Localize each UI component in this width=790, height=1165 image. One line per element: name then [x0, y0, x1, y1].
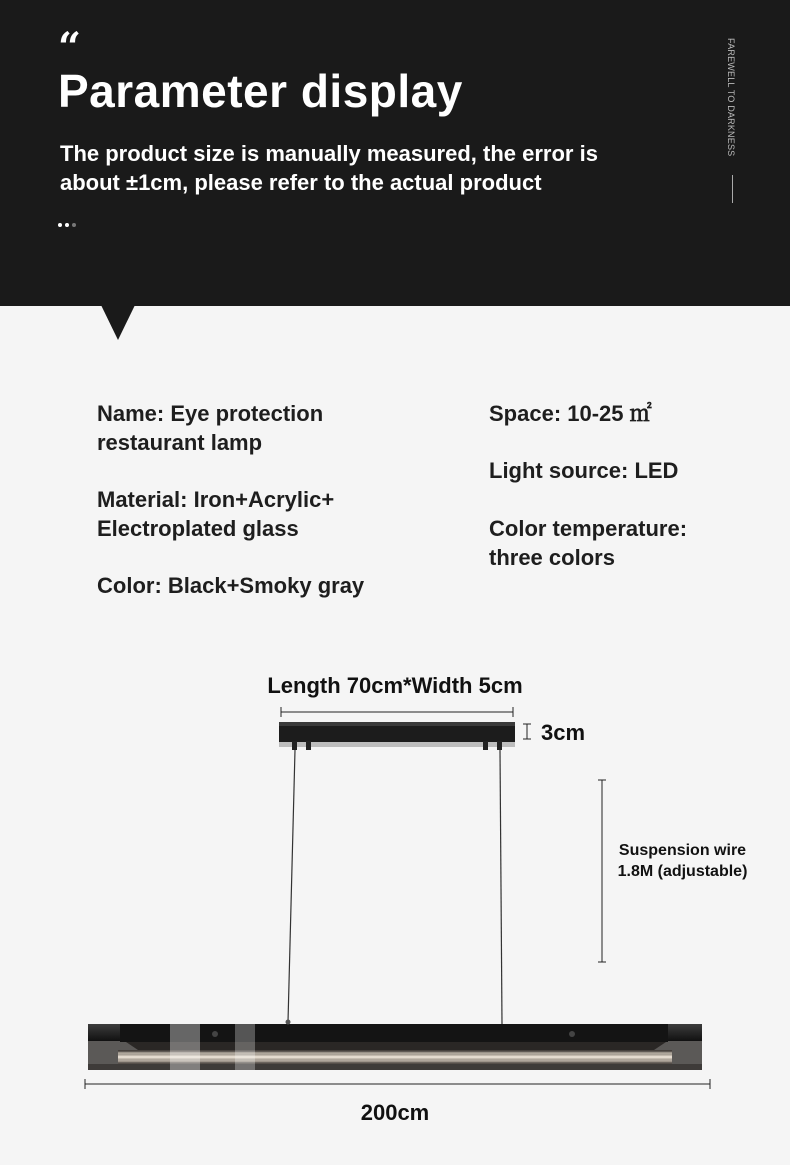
side-tagline: FAREWELL TO DARKNESS: [726, 38, 736, 157]
spec-material-line-2: Electroplated glass: [97, 516, 299, 541]
suspension-wires: [288, 750, 502, 1024]
quote-mark: “: [58, 24, 78, 71]
side-divider: [732, 175, 733, 203]
page-subtitle: [60, 139, 680, 197]
subtitle-line-1: The product size is manually measured, the error is: [60, 141, 598, 166]
spec-name-line-1: Name: Eye protection: [97, 401, 324, 426]
spec-light-source: Light source: LED: [489, 458, 679, 483]
canopy-height-label: 3cm: [541, 720, 586, 745]
wire-line-2: 1.8M (adjustable): [617, 863, 748, 880]
spec-material: [97, 485, 334, 543]
dot: [65, 223, 69, 227]
total-length-dimension: [85, 1079, 710, 1089]
spec-name: [97, 399, 323, 457]
header-banner: [0, 0, 790, 306]
dot: [58, 223, 62, 227]
canopy-width-dimension: [281, 707, 513, 717]
total-length-label: 200cm: [360, 1100, 430, 1125]
spec-space: Space: 10-25 ㎡: [489, 401, 652, 426]
wire-length-dimension: [598, 780, 606, 962]
canopy-size-label: Length 70cm*Width 5cm: [267, 673, 523, 698]
lamp-body: [88, 1020, 702, 1071]
spec-color: Color: Black+Smoky gray: [97, 573, 365, 598]
spec-color-temp-line-2: three colors: [489, 545, 615, 570]
wire-line-1: Suspension wire: [618, 842, 747, 859]
lamp-illustration: [0, 660, 790, 1090]
dot: [72, 223, 76, 227]
spec-color-temperature: [489, 514, 687, 572]
spec-color-temp-line-1: Color temperature:: [489, 516, 688, 541]
subtitle-line-2: about ±1cm, please refer to the actual product: [60, 170, 542, 195]
canopy-height-dimension: [523, 724, 531, 739]
ceiling-canopy: [279, 722, 515, 750]
pagination-dots: [58, 214, 79, 220]
spec-name-line-2: restaurant lamp: [97, 430, 263, 455]
spec-material-line-1: Material: Iron+Acrylic+: [97, 487, 335, 512]
header-notch: [101, 305, 135, 340]
page-title: Parameter display: [58, 65, 463, 117]
